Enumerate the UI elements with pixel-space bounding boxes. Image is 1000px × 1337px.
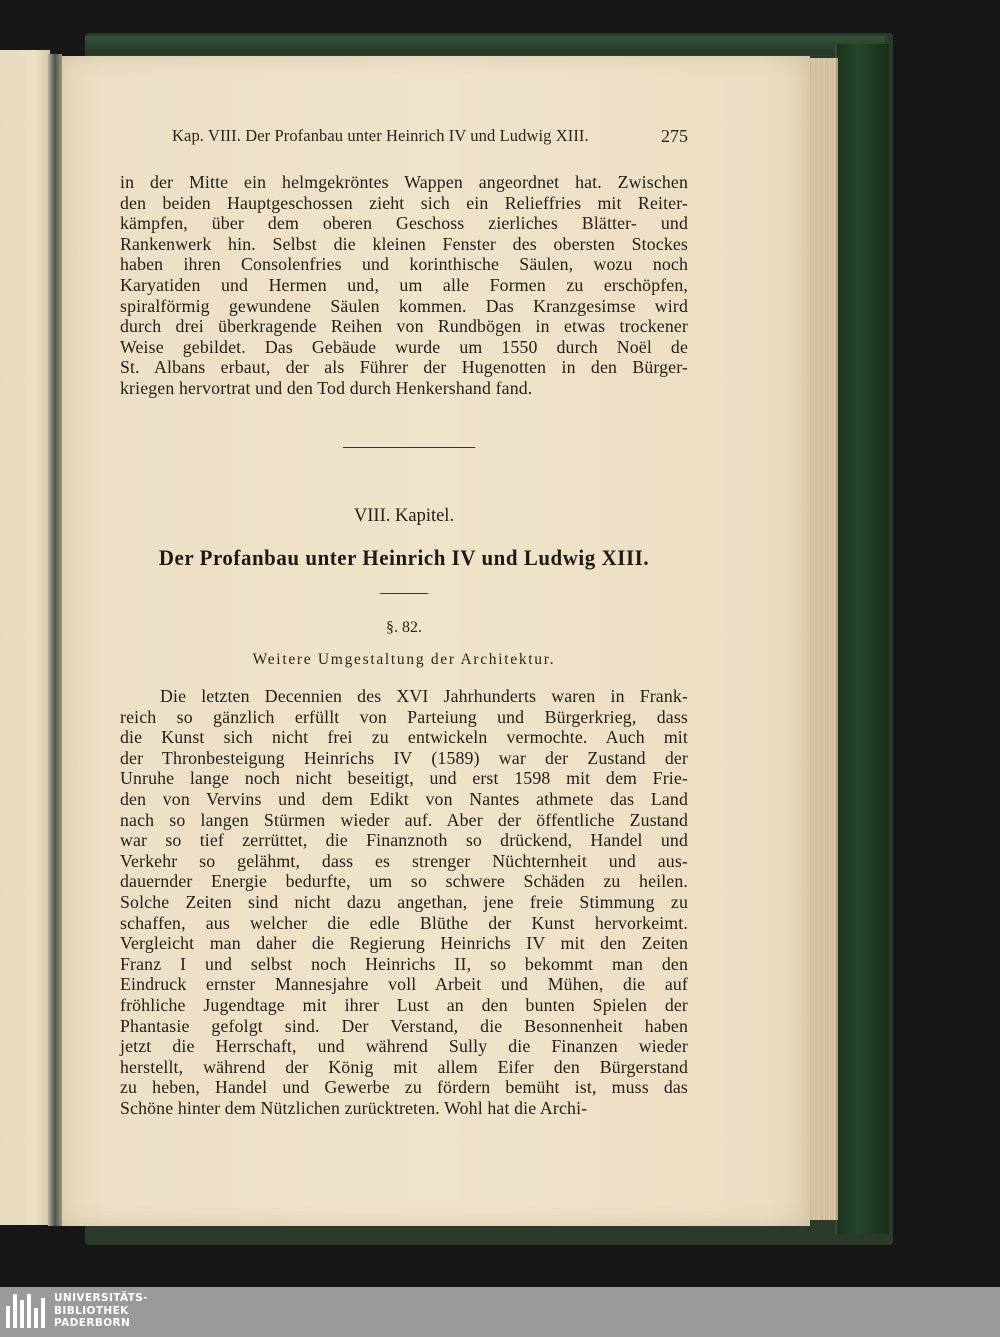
title-divider-rule bbox=[380, 593, 428, 594]
logo-line: PADERBORN bbox=[54, 1317, 131, 1329]
text-line: Unruhe lange noch nicht beseitigt, und erst 1598 mit dem Frie- bbox=[120, 768, 688, 789]
cover-top-edge bbox=[85, 36, 885, 54]
text-line: St. Albans erbaut, der als Führer der Hugenotten in den Bürger- bbox=[120, 357, 688, 378]
paragraph-text bbox=[120, 172, 688, 399]
text-line: Die letzten Decennien des XVI Jahrhunderts waren in Frank- bbox=[160, 686, 688, 706]
text-line: Eindruck ernster Mannesjahre voll Arbeit und Mühen, die auf bbox=[120, 974, 688, 995]
text-line: schaffen, aus welcher die edle Blüthe der Kunst hervorkeimt. bbox=[120, 912, 688, 933]
text-line: durch drei überkragende Reihen von Rundbögen in etwas trockener bbox=[120, 316, 688, 337]
section-subtitle: Weitere Umgestaltung der Architektur. bbox=[252, 651, 556, 668]
text-line: nach so langen Stürmen wieder auf. Aber der öffentliche Zustand bbox=[120, 809, 688, 830]
text-line: Vergleicht man daher die Regierung Heinrichs IV mit den Zeiten bbox=[120, 933, 688, 954]
library-footer-banner bbox=[0, 1287, 1000, 1337]
library-logo-icon bbox=[6, 1294, 46, 1328]
cover-spine-green bbox=[835, 44, 889, 1234]
text-line: Franz I und selbst noch Heinrichs II, so bekommt man den bbox=[120, 953, 688, 974]
chapter-title: Der Profanbau unter Heinrich IV und Ludwig XIII. bbox=[158, 545, 650, 570]
text-line: haben ihren Consolenfries und korinthische Säulen, wozu noch bbox=[120, 254, 688, 275]
paragraph-text bbox=[120, 686, 688, 1118]
section-number: §. 82. bbox=[386, 619, 422, 636]
text-line: Verkehr so gelähmt, dass es strenger Nüchternheit und aus- bbox=[120, 850, 688, 871]
paragraph-main bbox=[120, 686, 688, 1118]
text-line: kämpfen, über dem oberen Geschoss zierliches Blätter- und bbox=[120, 213, 688, 234]
text-line: die Kunst sich nicht frei zu entwickeln vermochte. Auch mit bbox=[120, 727, 688, 748]
text-line: Weise gebildet. Das Gebäude wurde um 1550 durch Noël de bbox=[120, 336, 688, 357]
facing-page-edge bbox=[0, 50, 50, 1225]
text-line: kriegen hervortrat und den Tod durch Henkershand fand. bbox=[120, 377, 533, 398]
text-line: herstellt, während der König mit allem Eifer den Bürgerstand bbox=[120, 1056, 688, 1077]
library-logo-text bbox=[54, 1292, 148, 1330]
text-line: reich so gänzlich erfüllt von Parteiung und Bürgerkrieg, dass bbox=[120, 706, 688, 727]
page-edges bbox=[806, 58, 838, 1220]
text-line: Karyatiden und Hermen und, um alle Formen zu erschöpfen, bbox=[120, 274, 688, 295]
text-line: der Thronbesteigung Heinrichs IV (1589) war der Zustand der bbox=[120, 747, 688, 768]
text-line: Phantasie gefolgt sind. Der Verstand, die Besonnenheit haben bbox=[120, 1015, 688, 1036]
text-line: den von Vervins und dem Edikt von Nantes athmete das Land bbox=[120, 788, 688, 809]
text-line: spiralförmig gewundene Säulen kommen. Das Kranzgesimse wird bbox=[120, 295, 688, 316]
paragraph-continued bbox=[120, 172, 688, 399]
text-line: Solche Zeiten sind nicht dazu angethan, jene freie Stimmung zu bbox=[120, 891, 688, 912]
logo-line: BIBLIOTHEK bbox=[54, 1304, 129, 1317]
text-line: dauernder Energie bedurfte, um so schwere Schäden zu heilen. bbox=[120, 871, 688, 892]
book-gutter bbox=[48, 54, 62, 1226]
text-line: zu heben, Handel und Gewerbe zu fördern bemüht ist, muss das bbox=[120, 1077, 688, 1098]
text-line: Schöne hinter dem Nützlichen zurücktreten. Wohl hat die Archi- bbox=[120, 1097, 588, 1118]
section-divider-rule bbox=[343, 447, 475, 448]
page-number: 275 bbox=[661, 126, 688, 146]
logo-line: UNIVERSITÄTS- bbox=[54, 1292, 149, 1304]
chapter-label: VIII. Kapitel. bbox=[353, 506, 455, 526]
text-line: war so tief zerrüttet, die Finanznoth so drückend, Handel und bbox=[120, 830, 688, 851]
running-head-title: Kap. VIII. Der Profanbau unter Heinrich IV und Ludwig XIII. bbox=[172, 126, 589, 145]
text-line: in der Mitte ein helmgekröntes Wappen angeordnet hat. Zwischen bbox=[120, 172, 688, 192]
running-head bbox=[172, 126, 688, 148]
text-line: jetzt die Herrschaft, und während Sully die Finanzen wieder bbox=[120, 1036, 688, 1057]
text-line: Rankenwerk hin. Selbst die kleinen Fenster des obersten Stockes bbox=[120, 233, 688, 254]
text-line: fröhliche Jugendtage mit ihrer Lust an den bunten Spielen der bbox=[120, 994, 688, 1015]
text-line: den beiden Hauptgeschossen zieht sich ein Relieffries mit Reiter- bbox=[120, 192, 688, 213]
